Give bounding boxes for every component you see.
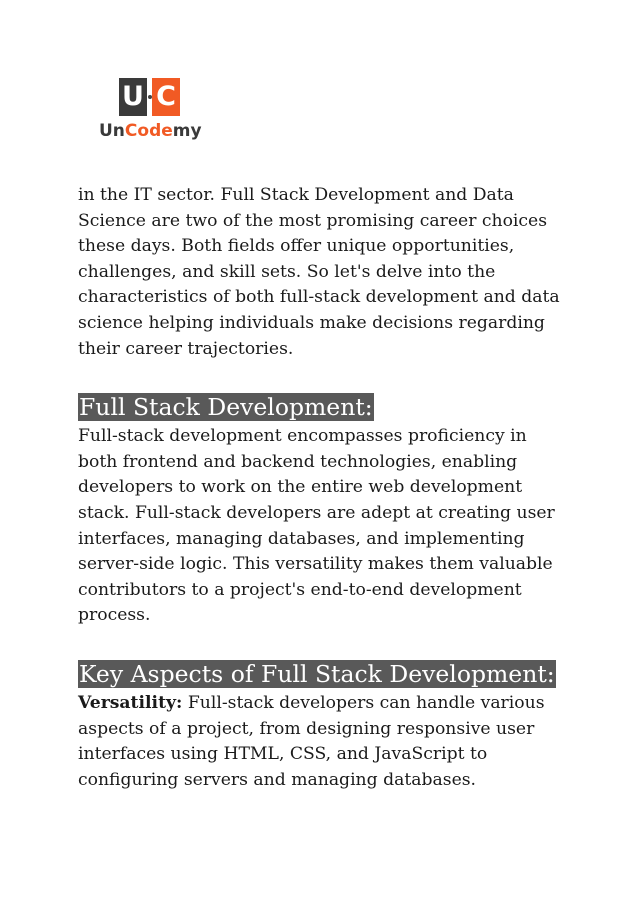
section-heading-key-aspects — [78, 660, 568, 689]
logo-word-my: my — [172, 121, 202, 141]
full-stack-paragraph: Full-stack development encompasses proficiency in both frontend and backend technologies, enabling developers to work on the entire web development stack. Full-stack developers are adept at creating user interfaces, managing databases, and implementing server-side logic. This versatility makes them valuable contributors to a project's end-to-end development process. — [78, 426, 555, 626]
logo-wordmark — [99, 120, 202, 142]
section-heading-full-stack-text: Full Stack Development: — [79, 393, 373, 422]
section-heading-key-aspects-text: Key Aspects of Full Stack Development: — [79, 659, 555, 688]
versatility-term: Versatility: — [78, 692, 183, 713]
uncodemy-logo — [99, 78, 203, 144]
logo-mark — [119, 78, 180, 116]
versatility-text: Full-stack developers can handle various aspects of a project, from designing responsive user interfaces using HTML, CSS, and JavaScript to configuring servers and managing databases. — [78, 692, 545, 790]
logo-u-block: U — [119, 78, 147, 116]
logo-c-block: C — [152, 78, 180, 116]
document-body — [78, 183, 568, 793]
section-heading-full-stack — [78, 393, 568, 422]
intro-paragraph: in the IT sector. Full Stack Development and Data Science are two of the most promising career choices these days. Both fields offer unique opportunities, challenges, and skill sets. So let's delve into the characteristics of both full-stack development and data science helping individuals make decisions regarding their career trajectories. — [78, 185, 560, 359]
logo-dot — [147, 78, 152, 116]
versatility-paragraph — [78, 691, 568, 793]
logo-word-un: Un — [99, 121, 125, 141]
logo-word-code: Code — [124, 121, 173, 141]
